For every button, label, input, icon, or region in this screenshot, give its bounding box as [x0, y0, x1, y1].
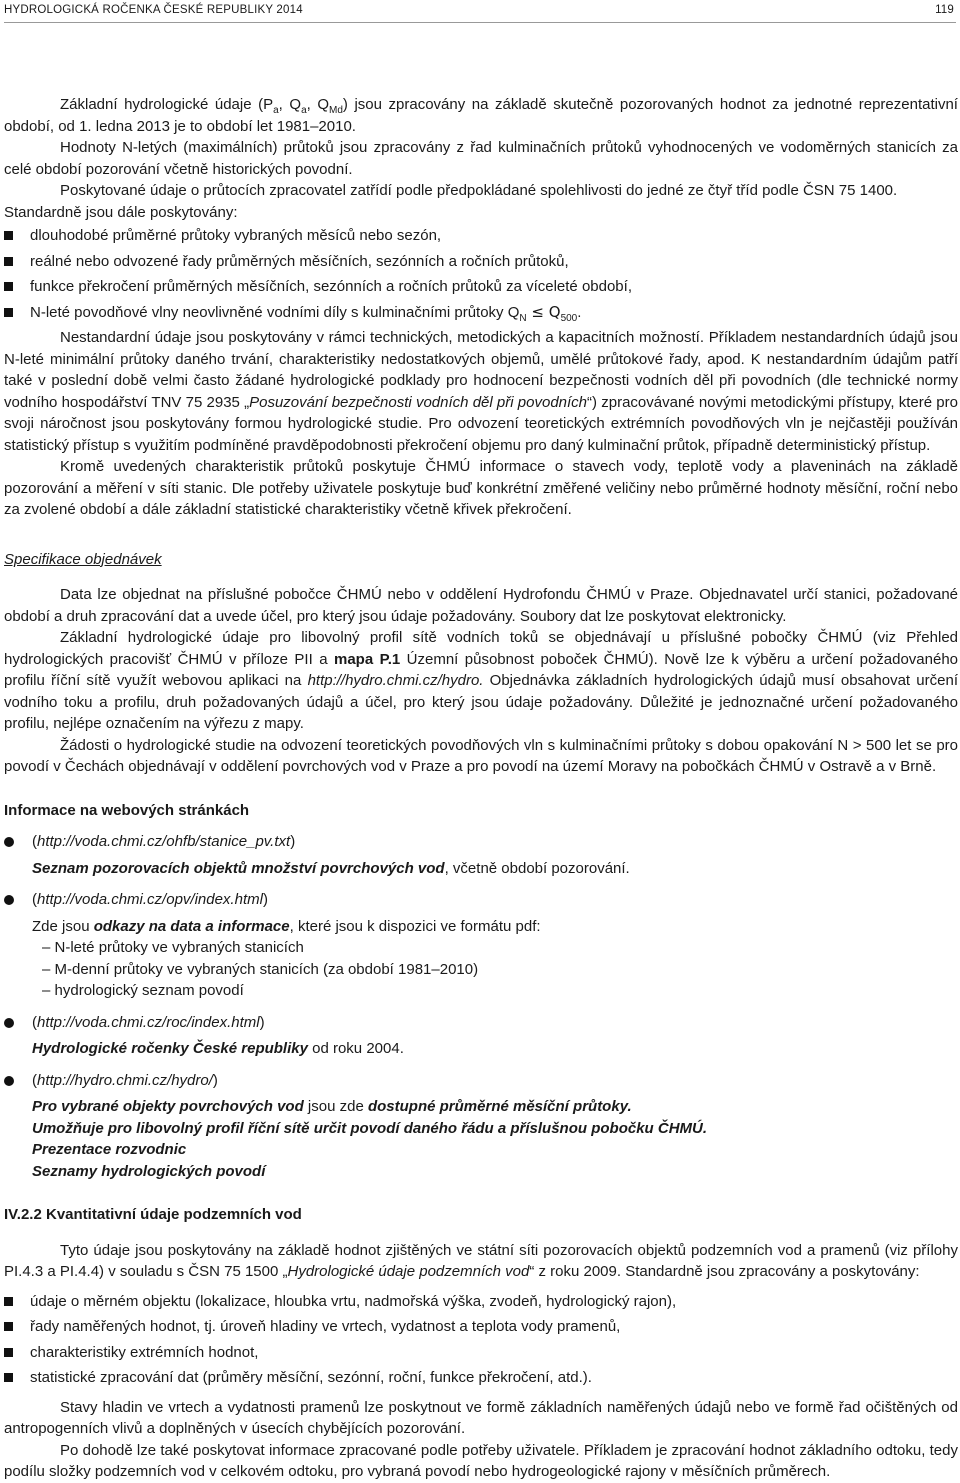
orders-heading: Specifikace objednávek: [4, 550, 162, 568]
list-item: údaje o měrném objektu (lokalizace, hloubka vrtu, nadmořská výška, zvodeň, hydrologický rajon),: [4, 1291, 958, 1313]
list-item: funkce překročení průměrných měsíčních, sezónních a ročních průtoků za víceleté období,: [4, 276, 958, 298]
page-body: [4, 94, 958, 1483]
dash-item: – N-leté průtoky ve vybraných stanicích: [42, 939, 304, 956]
list-item: statistické zpracování dat (průměry měsíční, sezónní, roční, funkce překročení, atd.).: [4, 1367, 958, 1389]
intro-paragraph-4: Standardně jsou dále poskytovány:: [4, 203, 238, 221]
orders-paragraph-1: Data lze objednat na příslušné pobočce ČHMÚ nebo v oddělení Hydrofondu ČHMÚ v Praze. Objednavatel určí stanici, požadované období a druh zpracování dat a uvede účel, pro který jsou údaje požadovány. Soubory dat lze poskytovat elektronicky.: [4, 586, 958, 625]
page-number: 119: [935, 4, 954, 16]
groundwater-heading: IV.2.2 Kvantitativní údaje podzemních vod: [4, 1206, 302, 1223]
intro-paragraph-2: Hodnoty N-letých (maximálních) průtoků jsou zpracovány z řad kulminačních průtoků vyhodnocených ve vodoměrných stanicích za celé období pozorování včetně historických povodní.: [4, 139, 958, 178]
bullet-dot-icon: [4, 837, 14, 847]
web-item-stanice: (http://voda.chmi.cz/ohfb/stanice_pv.txt) Seznam pozorovacích objektů množství povrchových vod, včetně období pozorování.: [4, 831, 958, 879]
groundwater-paragraph-1: Tyto údaje jsou poskytovány na základě hodnot zjištěných ve státní síti pozorovacích objektů podzemních vod a pramenů (viz přílohy PI.4.3 a PI.4.4) v souladu s ČSN 75 1500 „Hydrologické údaje podzemních vod“ z roku 2009. Standardně jsou zpracovány a poskytovány:: [4, 1241, 958, 1280]
web-item-hydro: (http://hydro.chmi.cz/hydro/) Pro vybrané objekty povrchových vod jsou zde dostupné průměrné měsíční průtoky. Umožňuje pro libovolný profil říční sítě určit povodí daného řádu a příslušnou pobočku ČHMÚ. Prezentace rozvodnic Seznamy hydrologických povodí: [4, 1070, 958, 1183]
web-link[interactable]: http://voda.chmi.cz/opv/index.html: [37, 891, 263, 908]
groundwater-paragraph-3: Po dohodě lze také poskytovat informace zpracované podle potřeby uživatele. Příkladem je zpracování hodnot základního odtoku, tedy podílu složky podzemních vod v celkovém odtoku, pro vybraná povodí nebo hydrogeologické rajony v měsíčních průměrech.: [4, 1441, 958, 1480]
intro-paragraph-3: Poskytované údaje o průtocích zpracovatel zatřídí podle předpokládané spolehlivosti do jedné ze čtyř tříd podle ČSN 75 1400.: [60, 182, 898, 199]
list-item: reálné nebo odvozené řady průměrných měsíčních, sezónních a ročních průtoků,: [4, 251, 958, 273]
orders-paragraph-3: Žádosti o hydrologické studie na odvození teoretických povodňových vln s kulminačními průtoky s dobou opakování N > 500 let se pro povodí v Čechách objednávají v oddělení povrchových vod v Praze a pro povodí na území Moravy na pobočkách ČHMÚ v Ostravě a v Brně.: [4, 736, 958, 775]
nonstandard-paragraph: Nestandardní údaje jsou poskytovány v rámci technických, metodických a kapacitních možností. Příkladem nestandardních údajů jsou N-leté minimální průtoky daného trvání, charakteristiky nedostatkových objemů, umělé průtokové řady, apod. K nestandardním údajům patří také v poslední době velmi často žádané hydrologické podklady pro hodnocení bezpečnosti vodních děl při povodních (dle technické normy vodního hospodářství TNV 75 2935 „Posuzování bezpečnosti vodních děl při povodních“) zpracovávané novými metodickými přístupy, které pro svoji náročnost jsou poskytovány formou hydrologické studie. Pro odvození teoretických extrémních povodňových vln je nejčastěji používán statistický přístup s využitím podmíněné pravděpodobnosti překročení objemu pro daný kulminační průtok, případně deterministický přístup.: [4, 329, 958, 454]
dash-item: – hydrologický seznam povodí: [42, 982, 244, 999]
bullet-dot-icon: [4, 1076, 14, 1086]
web-item-opv: (http://voda.chmi.cz/opv/index.html) Zde jsou odkazy na data a informace, které jsou k dispozici ve formátu pdf: – N-leté průtoky ve vybraných stanicích – M-denní průtoky ve vybraných stanicích (za období 1981–2010) – hydrologický seznam povodí: [4, 889, 958, 1002]
list-item: dlouhodobé průměrné průtoky vybraných měsíců nebo sezón,: [4, 225, 958, 247]
standard-data-list: [4, 225, 958, 323]
web-item-roc: (http://voda.chmi.cz/roc/index.html) Hydrologické ročenky České republiky od roku 2004.: [4, 1012, 958, 1060]
list-item: charakteristiky extrémních hodnot,: [4, 1342, 958, 1364]
bullet-dot-icon: [4, 895, 14, 905]
groundwater-list: [4, 1291, 958, 1389]
list-item: řady naměřených hodnot, tj. úroveň hladiny ve vrtech, vydatnost a teplota vody pramenů,: [4, 1316, 958, 1338]
intro-paragraph-1: Základní hydrologické údaje ($P_a$, $Q_a$, $Q_{Md}$) jsou zpracovány na základě skutečně pozorovaných hodnot za jednotné reprezentativní období, od 1. ledna 2013 je to období let 1981–2010.: [4, 96, 958, 135]
orders-paragraph-2: Základní hydrologické údaje pro libovolný profil sítě vodních toků se objednávají u příslušné pobočky ČHMÚ (viz Přehled hydrologických pracovišť ČHMÚ v příloze PII a mapa P.1 Územní působnost poboček ČHMÚ). Nově lze k výběru a určení požadovaného profilu říční sítě využít webovou aplikaci na http://hydro.chmi.cz/hydro. Objednávka základních hydrologických údajů musí obsahovat určení vodního toku a profilu, druh požadovaných údajů a účel, pro který jsou údaje požadovány. Důležité je jednoznačné určení požadovaného profilu, nejlépe označením na výřezu z mapy.: [4, 629, 959, 732]
hydro-app-link[interactable]: http://hydro.chmi.cz/hydro.: [307, 672, 484, 689]
groundwater-paragraph-2: Stavy hladin ve vrtech a vydatnosti pramenů lze poskytnout ve formě základních naměřených údajů nebo ve formě řad očištěných od antropogenních vlivů a doplněných v úsecích chybějících pozorování.: [4, 1398, 958, 1437]
bullet-dot-icon: [4, 1018, 14, 1028]
header-title: HYDROLOGICKÁ ROČENKA ČESKÉ REPUBLIKY 2014: [4, 4, 303, 16]
dash-item: – M-denní průtoky ve vybraných stanicích (za období 1981–2010): [42, 960, 479, 978]
web-link[interactable]: http://voda.chmi.cz/roc/index.html: [37, 1013, 260, 1031]
web-link[interactable]: http://hydro.chmi.cz/hydro/: [37, 1071, 213, 1089]
web-link[interactable]: http://voda.chmi.cz/ohfb/stanice_pv.txt: [37, 833, 291, 850]
web-heading: Informace na webových stránkách: [4, 801, 250, 819]
list-item: N-leté povodňové vlny neovlivněné vodními díly s kulminačními průtoky $Q_N \le Q_{500}$.: [4, 302, 958, 324]
running-header: [4, 0, 956, 23]
additional-info-paragraph: Kromě uvedených charakteristik průtoků poskytuje ČHMÚ informace o stavech vody, teplotě vody a plaveninách na základě pozorování a měření v síti stanic. Dle potřeby uživatele poskytuje buď konkrétní změřené veličiny nebo průměrné hodnoty měsíční, roční nebo za zvolené období a dále základní statistické charakteristiky včetně křivek překročení.: [4, 458, 958, 518]
